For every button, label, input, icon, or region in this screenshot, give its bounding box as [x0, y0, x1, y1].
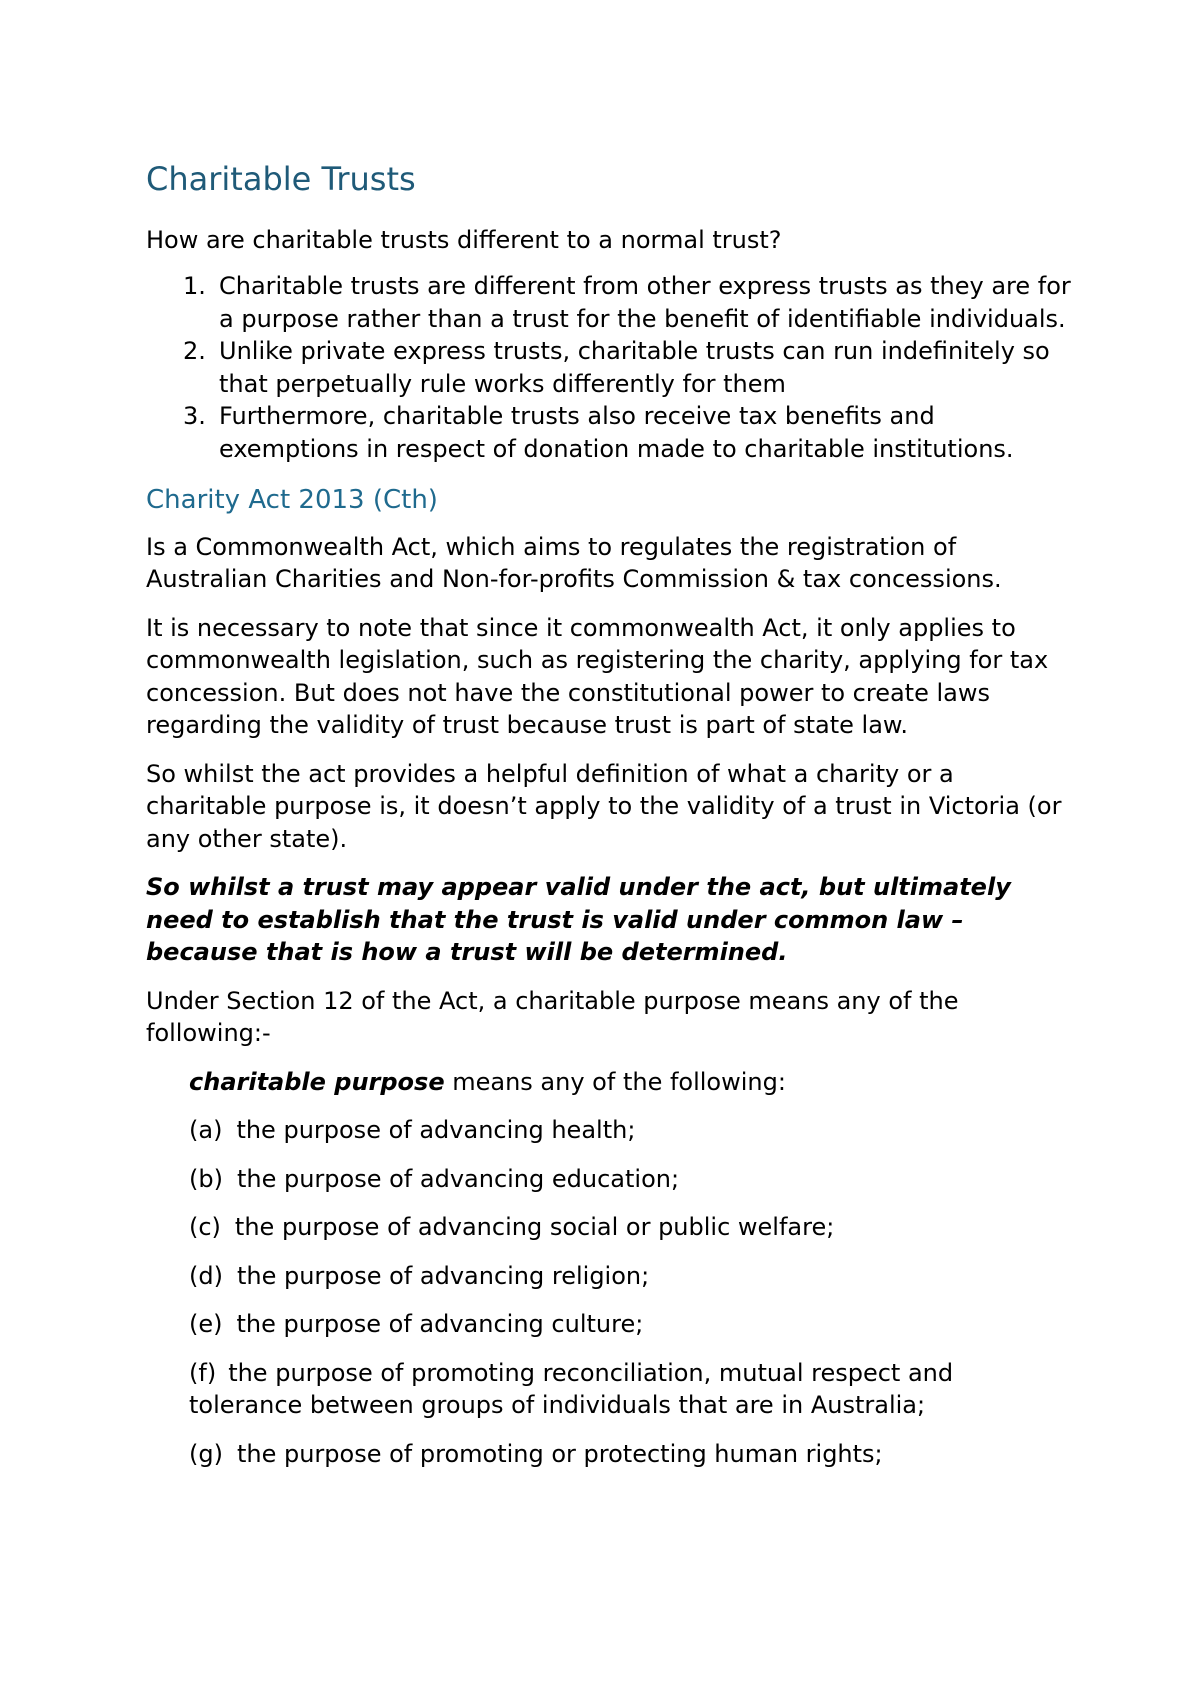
definition-lead-text: means any of the following:	[444, 1067, 786, 1096]
definition-item-text: the purpose of advancing education;	[236, 1164, 680, 1193]
document-body	[146, 160, 1076, 1486]
definition-item-text: the purpose of advancing religion;	[236, 1261, 650, 1290]
section-heading-charity-act: Charity Act 2013 (Cth)	[146, 485, 438, 516]
list-item-text: Furthermore, charitable trusts also receive tax benefits and exemptions in respect of donation made to charitable institutions.	[219, 402, 1014, 463]
definition-item-letter: (d)	[189, 1261, 223, 1290]
emphasis-paragraph: So whilst a trust may appear valid under the act, but ultimately need to establish that the trust is valid under common law – because that is how a trust will be determined.	[146, 873, 1011, 967]
definition-item-text: the purpose of advancing social or public welfare;	[234, 1213, 835, 1242]
definition-item-letter: (b)	[189, 1164, 223, 1193]
list-item	[146, 400, 1076, 465]
definition-item-letter: (g)	[189, 1439, 223, 1468]
definition-item-text: the purpose of advancing health;	[236, 1116, 636, 1145]
definition-item	[189, 1438, 1069, 1471]
definition-item-text: the purpose of promoting reconciliation, mutual respect and tolerance between groups of individuals that are in Australia;	[189, 1358, 954, 1420]
definition-item	[189, 1114, 1069, 1147]
definition-lead	[189, 1066, 1069, 1099]
definition-item	[189, 1260, 1069, 1293]
paragraph: It is necessary to note that since it commonwealth Act, it only applies to commonwealth legislation, such as registering the charity, applying for tax concession. But does not have the constitutional power to create laws regarding the validity of trust because trust is part of state law.	[146, 613, 1049, 740]
differences-list	[146, 270, 1076, 465]
list-item-text: Charitable trusts are different from other express trusts as they are for a purpose rather than a trust for the benefit of identifiable individuals.	[219, 272, 1071, 333]
list-item	[146, 335, 1076, 400]
definition-item-letter: (c)	[189, 1213, 221, 1242]
paragraph: So whilst the act provides a helpful definition of what a charity or a charitable purpose is, it doesn’t apply to the validity of a trust in Victoria (or any other state).	[146, 759, 1062, 853]
definition-item-text: the purpose of advancing culture;	[236, 1310, 644, 1339]
definition-item-letter: (e)	[189, 1310, 223, 1339]
definition-item-text: the purpose of promoting or protecting human rights;	[236, 1439, 883, 1468]
list-item-text: Unlike private express trusts, charitable trusts can run indefinitely so that perpetually rule works differently for them	[219, 337, 1050, 398]
charitable-purpose-definition	[189, 1066, 1069, 1471]
definition-term: charitable purpose	[189, 1067, 445, 1096]
intro-question: How are charitable trusts different to a normal trust?	[146, 226, 782, 255]
list-item-number: 2.	[183, 337, 206, 366]
section-12-intro: Under Section 12 of the Act, a charitable purpose means any of the following:-	[146, 986, 959, 1048]
definition-item-letter: (f)	[189, 1358, 217, 1387]
definition-item-letter: (a)	[189, 1116, 223, 1145]
definition-item	[189, 1357, 1069, 1422]
list-item	[146, 270, 1076, 335]
list-item-number: 1.	[183, 272, 206, 301]
paragraph: Is a Commonwealth Act, which aims to regulates the registration of Australian Charities and Non-for-profits Commission & tax concessions.	[146, 532, 1002, 594]
definition-item	[189, 1211, 1069, 1244]
document-title: Charitable Trusts	[146, 160, 416, 198]
list-item-number: 3.	[183, 402, 206, 431]
definition-item	[189, 1163, 1069, 1196]
definition-item	[189, 1308, 1069, 1341]
